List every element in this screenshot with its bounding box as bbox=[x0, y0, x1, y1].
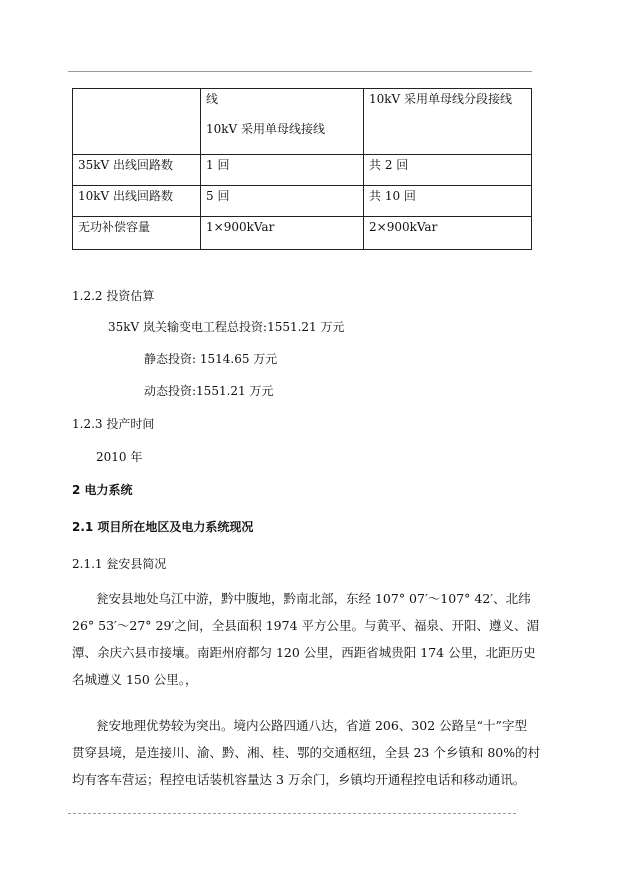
table-cell: 1 回 bbox=[201, 155, 364, 186]
dynamic-investment: 动态投资:1551.21 万元 bbox=[144, 384, 274, 398]
section-heading-2-1: 2.1 项目所在地区及电力系统现况 bbox=[72, 520, 254, 534]
table-cell: 10kV 采用单母线分段接线 bbox=[364, 89, 532, 155]
table-cell: 无功补偿容量 bbox=[73, 217, 201, 250]
paragraph-line: 均有客车营运；程控电话装机容量达 3 万余门，乡镇均开通程控电话和移动通讯。 bbox=[72, 772, 526, 787]
footer-rule bbox=[68, 813, 516, 814]
total-investment: 35kV 岚关输变电工程总投资:1551.21 万元 bbox=[108, 320, 345, 334]
header-rule bbox=[68, 71, 532, 72]
table-cell-line: 线 bbox=[206, 92, 219, 106]
table-cell bbox=[201, 89, 364, 155]
commission-year: 2010 年 bbox=[96, 450, 143, 464]
table-cell: 1×900kVar bbox=[201, 217, 364, 250]
paragraph-line: 名城遵义 150 公里。， bbox=[72, 672, 198, 687]
table-cell-line: 10kV 采用单母线接线 bbox=[206, 122, 326, 136]
paragraph-line: 贯穿县境，是连接川、渝、黔、湘、桂、鄂的交通枢纽，全县 23 个乡镇和 80%的村 bbox=[72, 745, 541, 760]
paragraph-line: 26° 53′～27° 29′之间，全县面积 1974 平方公里。与黄平、福泉、开阳、遵义、湄 bbox=[72, 618, 540, 633]
section-heading-1-2-2: 1.2.2 投资估算 bbox=[72, 289, 155, 303]
table-cell: 35kV 出线回路数 bbox=[73, 155, 201, 186]
section-heading-1-2-3: 1.2.3 投产时间 bbox=[72, 417, 155, 431]
table-cell: 10kV 出线回路数 bbox=[73, 186, 201, 217]
table-cell: 5 回 bbox=[201, 186, 364, 217]
table-row bbox=[73, 89, 532, 155]
comparison-table bbox=[72, 88, 532, 250]
section-heading-2-1-1: 2.1.1 瓮安县简况 bbox=[72, 557, 167, 571]
static-investment: 静态投资: 1514.65 万元 bbox=[144, 352, 278, 366]
table-row bbox=[73, 217, 532, 250]
table-cell: 2×900kVar bbox=[364, 217, 532, 250]
paragraph-line: 瓮安县地处乌江中游，黔中腹地，黔南北部，东经 107° 07′～107° 42′、北纬 bbox=[96, 591, 531, 606]
paragraph-line: 瓮安地理优势较为突出。境内公路四通八达，省道 206、302 公路呈“十”字型 bbox=[96, 718, 527, 733]
paragraph-location bbox=[72, 585, 540, 693]
chapter-heading-2: 2 电力系统 bbox=[72, 483, 133, 497]
table-cell bbox=[73, 89, 201, 155]
table-row bbox=[73, 186, 532, 217]
paragraph-line: 潭、余庆六县市接壤。南距州府都匀 120 公里，西距省城贵阳 174 公里，北距历史 bbox=[72, 645, 536, 660]
paragraph-geography bbox=[72, 712, 541, 793]
table-row bbox=[73, 155, 532, 186]
table-cell: 共 2 回 bbox=[364, 155, 532, 186]
table-cell: 共 10 回 bbox=[364, 186, 532, 217]
